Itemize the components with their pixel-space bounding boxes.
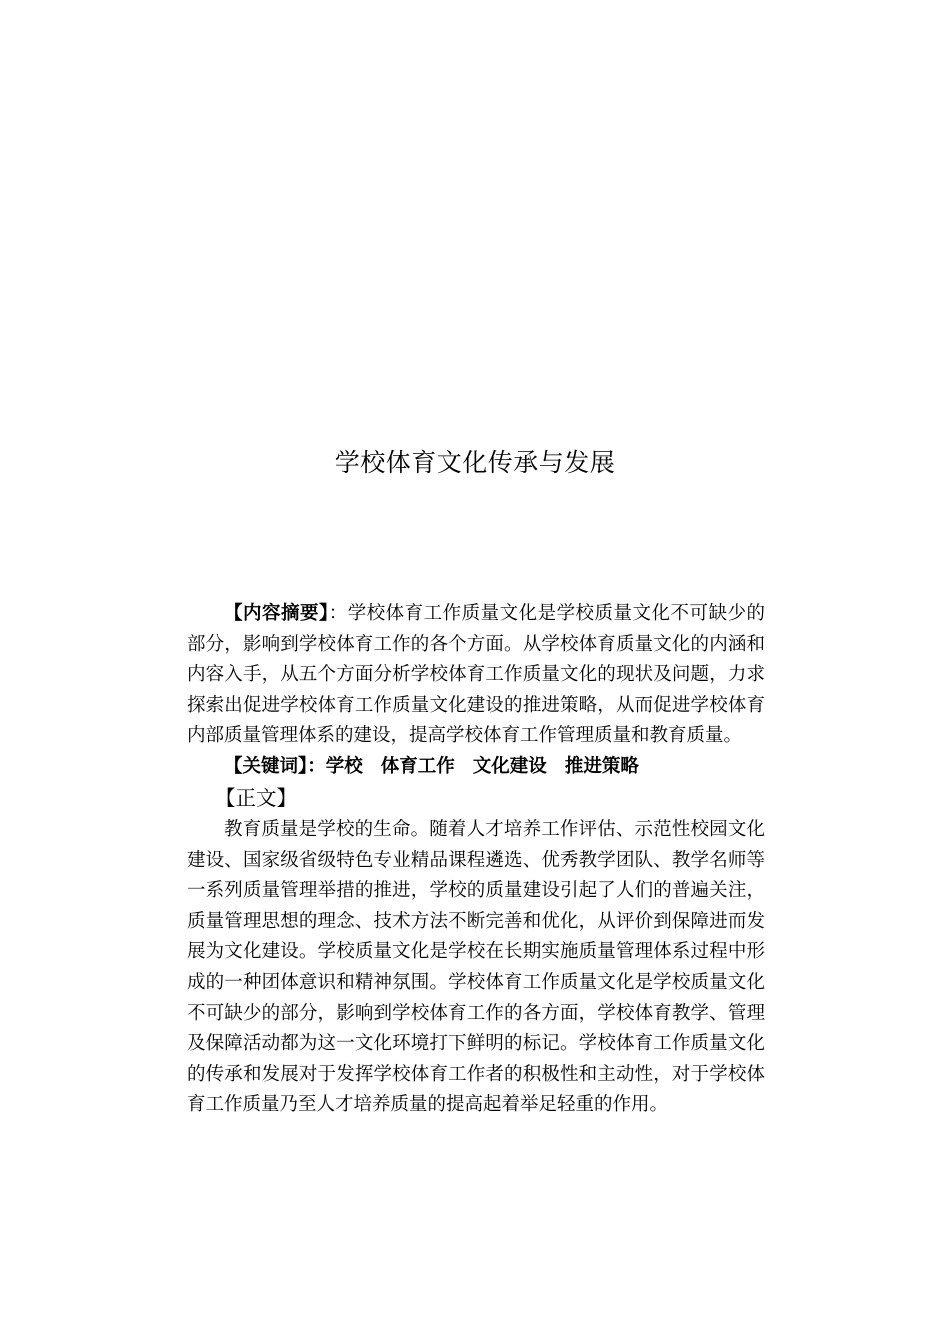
body-heading: 【正文】 (215, 786, 297, 810)
abstract-label: 【内容摘要】 (224, 603, 329, 624)
document-title: 学校体育文化传承与发展 (334, 448, 616, 477)
document-content (187, 599, 765, 1121)
keyword-item: 文化建设 (472, 755, 547, 777)
abstract-paragraph (187, 599, 765, 752)
abstract-text: 学校体育工作质量文化是学校质量文化不可缺少的部分，影响到学校体育工作的各个方面。从学校体育质量文化的内涵和内容入手，从五个方面分析学校体育工作质量文化的现状及问题，力求探索出促进学校体育工作质量文化建设的推进策略，从而促进学校体育内部质量管理体系的建设，提高学校体育工作管理质量和教育质量。 (187, 603, 765, 746)
body-paragraph: 教育质量是学校的生命。随着人才培养工作评估、示范性校园文化建设、国家级省级特色专业精品课程遴选、优秀教学团队、教学名师等一系列质量管理举措的推进，学校的质量建设引起了人们的普遍关注，质量管理思想的理念、技术方法不断完善和优化，从评价到保障进而发展为文化建设。学校质量文化是学校在长期实施质量管理体系过程中形成的一种团体意识和精神氛围。学校体育工作质量文化是学校质量文化不可缺少的部分，影响到学校体育工作的各方面，学校体育教学、管理及保障活动都为这一文化环境打下鲜明的标记。学校体育工作质量文化的传承和发展对于发挥学校体育工作者的积极性和主动性，对于学校体育工作质量乃至人才培养质量的提高起着举足轻重的作用。 (187, 819, 765, 1116)
abstract-separator: ： (328, 603, 348, 624)
keyword-item: 体育工作 (380, 755, 455, 777)
keywords-line (187, 752, 765, 783)
keywords-label: 【关键词】： (224, 755, 326, 777)
keyword-item: 学校 (325, 755, 363, 777)
keyword-item: 推进策略 (564, 755, 639, 777)
